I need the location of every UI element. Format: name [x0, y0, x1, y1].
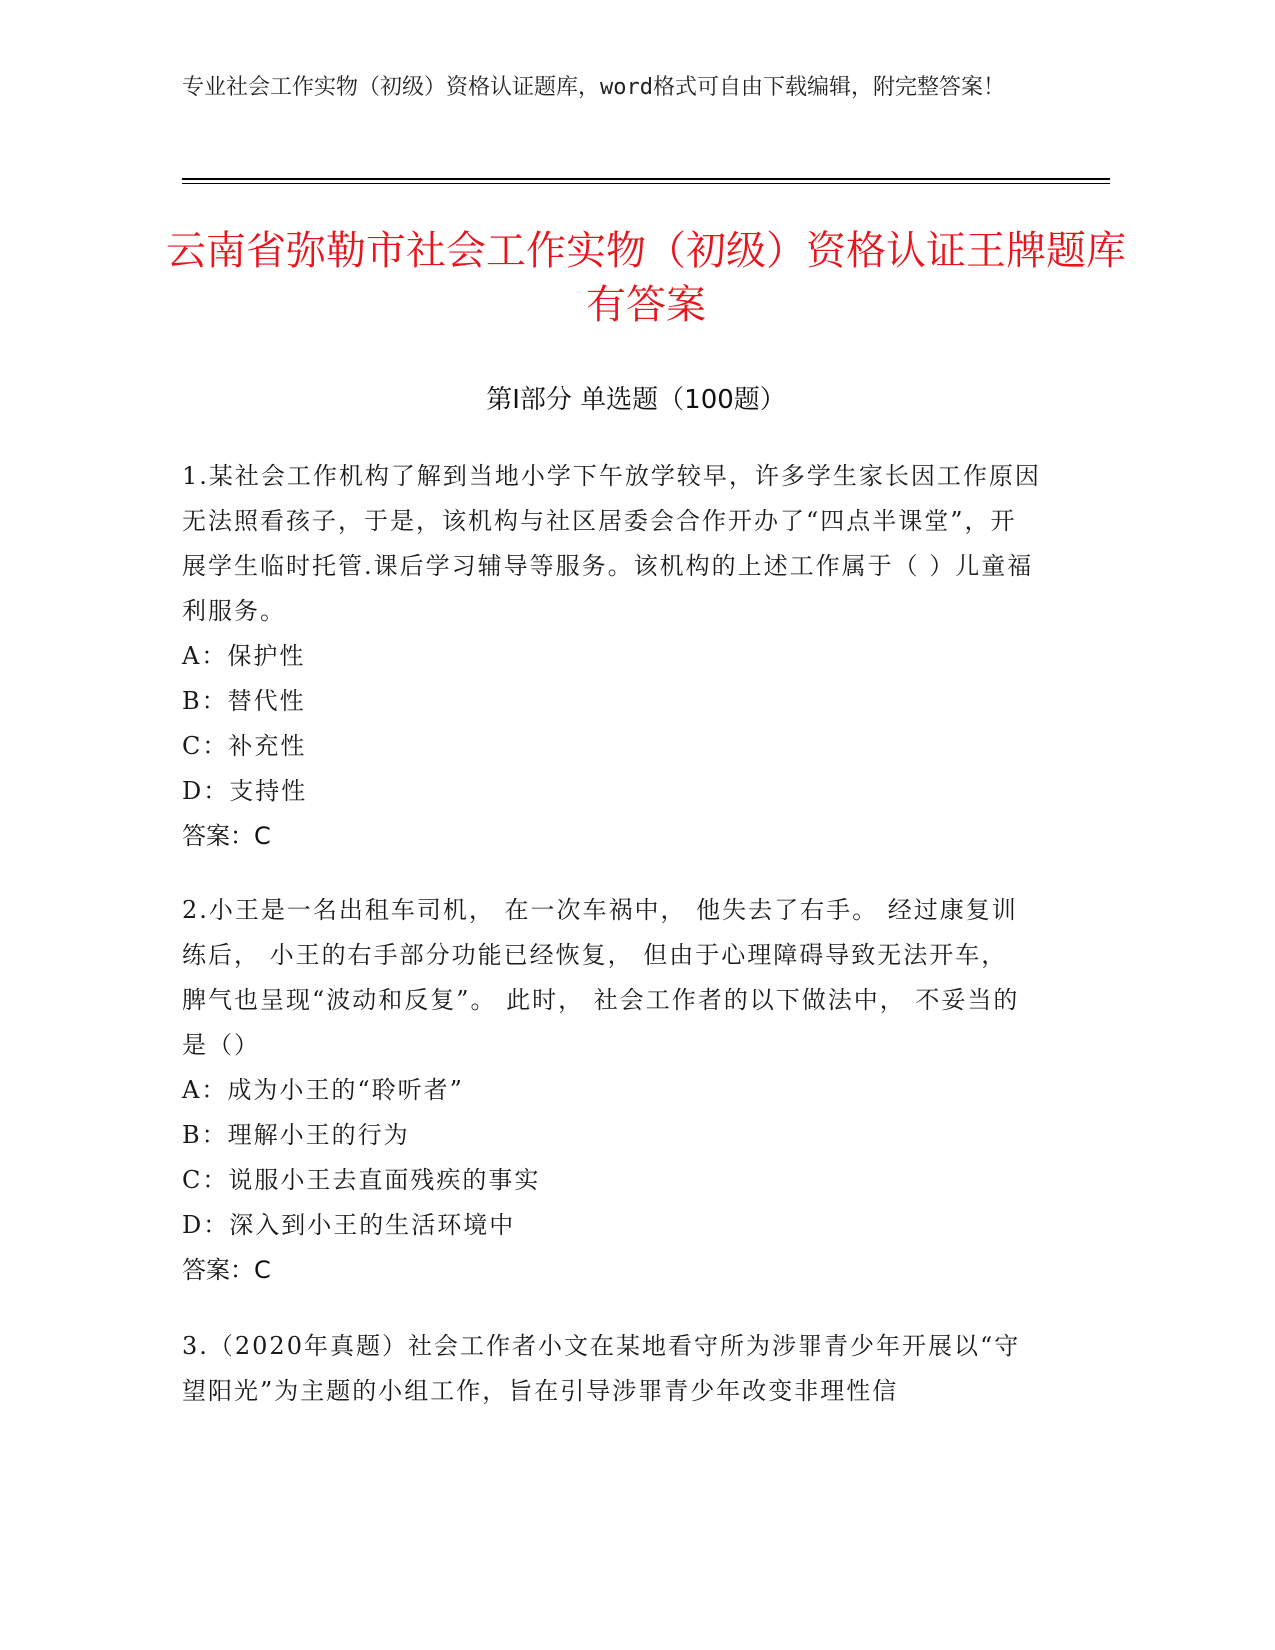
section-heading: 第Ⅰ部分 单选题（100题） [486, 385, 786, 415]
option-b: B：理解小王的行为 [182, 1121, 410, 1149]
header-divider-thin [182, 183, 1110, 184]
option-c: C：说服小王去直面残疾的事实 [182, 1166, 541, 1194]
answer: 答案：C [182, 1256, 271, 1284]
question-stem: 2.小王是一名出租车司机， 在一次车祸中， 他失去了右手。 经过康复训练后， 小王的右手部分功能已经恢复， 但由于心理障碍导致无法开车， 脾气也呈现“波动和反复”。 此时， 社会工作者的以下做法中， 不妥当的是（） [182, 896, 1020, 1059]
question-2 [182, 888, 1042, 1293]
document-title: 云南省弥勒市社会工作实物（初级）资格认证王牌题库有答案 [166, 228, 1126, 328]
option-d: D：支持性 [182, 777, 308, 805]
header-divider-thick [182, 178, 1110, 180]
header-note: 专业社会工作实物（初级）资格认证题库，word格式可自由下载编辑，附完整答案！ [182, 75, 1005, 100]
option-c: C：补充性 [182, 732, 307, 760]
option-a: A：成为小王的“聆听者” [182, 1076, 464, 1104]
answer: 答案：C [182, 822, 271, 850]
question-3 [182, 1324, 1042, 1414]
option-d: D：深入到小王的生活环境中 [182, 1211, 516, 1239]
option-b: B：替代性 [182, 687, 306, 715]
question-stem: 1.某社会工作机构了解到当地小学下午放学较早，许多学生家长因工作原因无法照看孩子，于是，该机构与社区居委会合作开办了“四点半课堂”，开展学生临时托管.课后学习辅导等服务。该机构的上述工作属于（ ）儿童福利服务。 [182, 462, 1041, 625]
option-a: A：保护性 [182, 642, 306, 670]
question-stem: 3.（2020年真题）社会工作者小文在某地看守所为涉罪青少年开展以“守望阳光”为主题的小组工作，旨在引导涉罪青少年改变非理性信 [182, 1332, 1021, 1405]
question-1 [182, 454, 1042, 859]
